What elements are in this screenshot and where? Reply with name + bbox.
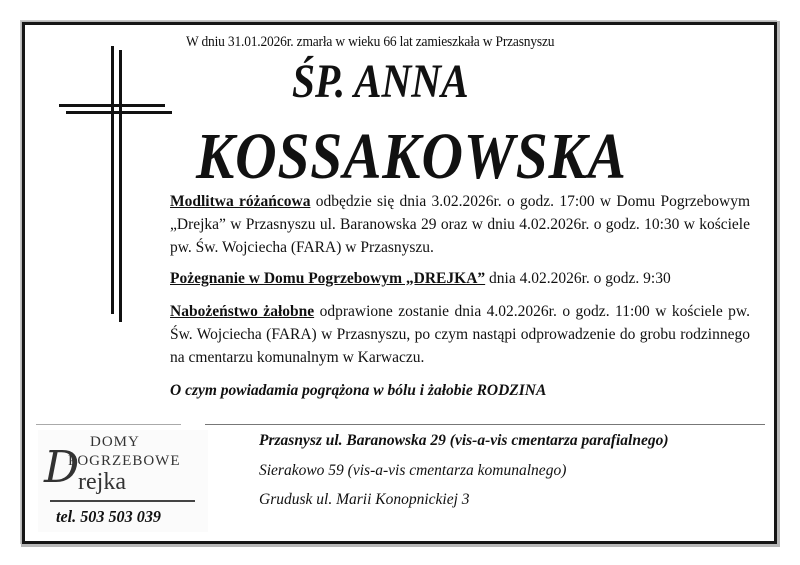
- paragraph-farewell: [170, 267, 750, 290]
- farewell-label: Pożegnanie w Domu Pogrzebowym „DREJKA”: [170, 270, 486, 287]
- closing-line: O czym powiadamia pogrążona w bólu i żałobie RODZINA: [170, 382, 547, 399]
- funeral-mass-label: Nabożeństwo żałobne: [170, 303, 315, 320]
- logo-text-domy: DOMY: [90, 434, 140, 450]
- logo-initial: D: [44, 442, 80, 493]
- cross-icon-bar: [66, 111, 172, 114]
- logo-name: rejka: [78, 469, 126, 495]
- deceased-surname: KOSSAKOWSKA: [196, 120, 627, 193]
- farewell-text: dnia 4.02.2026r. o godz. 9:30: [485, 270, 671, 287]
- address-grudusk: Grudusk ul. Marii Konopnickiej 3: [259, 491, 470, 508]
- logo-underline: [50, 500, 195, 502]
- death-notice-intro: W dniu 31.01.2026r. zmarła w wieku 66 lat zamieszkała w Przasnyszu: [186, 34, 555, 50]
- address-przasnysz: Przasnysz ul. Baranowska 29 (vis-a-vis cmentarza parafialnego): [259, 432, 669, 449]
- deceased-first-name: ŚP. ANNA: [292, 55, 469, 108]
- paragraph-rosary: [170, 190, 750, 259]
- divider: [205, 424, 765, 425]
- cross-icon-line: [119, 50, 122, 322]
- funeral-mass-text: odprawione zostanie dnia 4.02.2026r. o godz. 11:00 w kościele pw. Św. Wojciecha (FARA) w Przasnyszu, po czym nastąpi odprowadzenie do grobu rodzinnego na cmentarzu komunalnym w Karwaczu.: [170, 303, 750, 366]
- paragraph-funeral-mass: [170, 300, 750, 369]
- logo-text-pogrzebowe: POGRZEBOWE: [68, 453, 181, 469]
- cross-icon-bar: [59, 104, 165, 107]
- rosary-text: odbędzie się dnia 3.02.2026r. o godz. 17:00 w Domu Pogrzebowym „Drejka” w Przasnyszu ul. Baranowska 29 oraz w dniu 4.02.2026r. o godz. 10:30 w kościele pw. Św. Wojciecha (FARA) w Przasnyszu.: [170, 193, 750, 256]
- cross-icon: [111, 46, 114, 314]
- address-sierakowo: Sierakowo 59 (vis-a-vis cmentarza komunalnego): [259, 462, 567, 479]
- divider: [36, 424, 181, 425]
- rosary-label: Modlitwa różańcowa: [170, 193, 311, 210]
- funeral-home-phone: tel. 503 503 039: [56, 507, 161, 526]
